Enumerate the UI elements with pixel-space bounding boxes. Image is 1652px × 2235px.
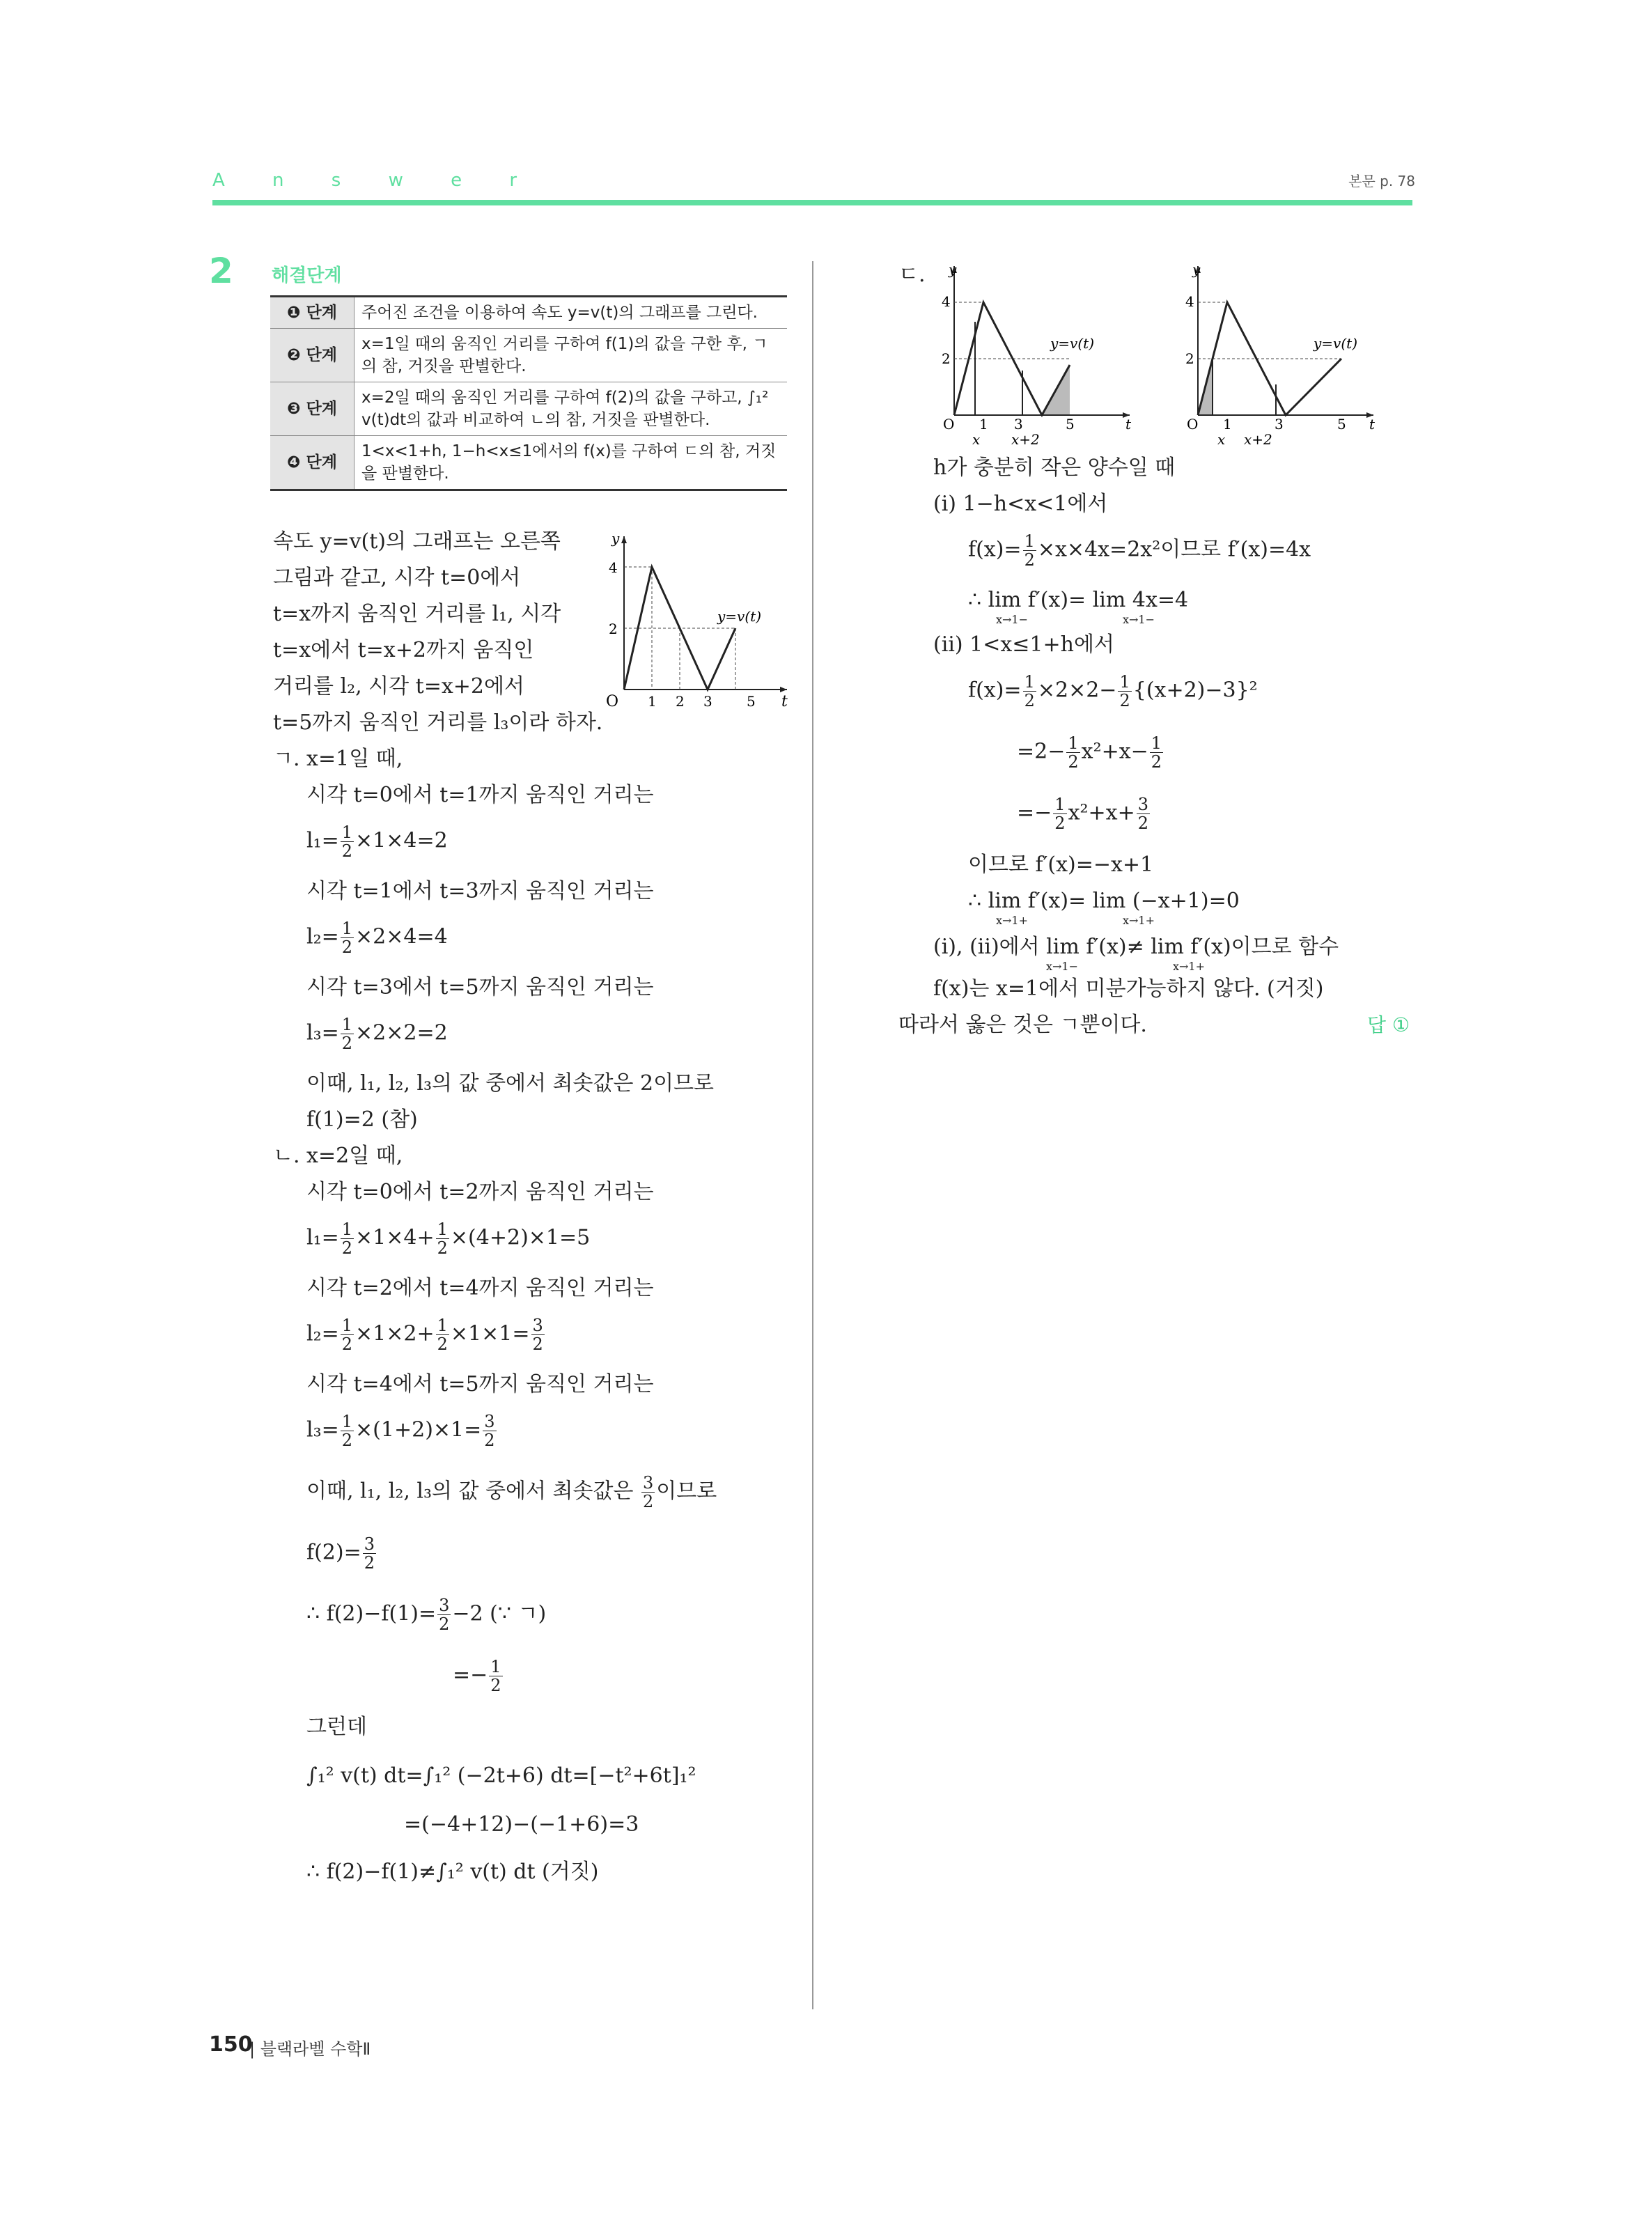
fraction: $\frac{1}{2}$ (1024, 672, 1035, 710)
fraction: $\frac{3}{2}$ (439, 1596, 450, 1634)
fraction: $\frac{1}{2}$ (341, 823, 353, 861)
case-b-text: 시각 t=2에서 t=4까지 움직인 거리는 (306, 1276, 654, 1300)
section-header: A n s w e r (212, 170, 538, 191)
case-c-i-eq: f(x)= $\frac{1}{2}$ ×x×4x=2x²이므로 f′(x)=4x (968, 531, 1311, 570)
svg-text:2: 2 (1185, 350, 1194, 367)
fraction: $\frac{3}{2}$ (643, 1473, 654, 1511)
x-tick: 3 (703, 693, 712, 710)
svg-text:4: 4 (1185, 293, 1194, 310)
answer-badge: 답 ① (1367, 1013, 1410, 1036)
case-a-text: 시각 t=1에서 t=3까지 움직인 거리는 (306, 879, 654, 903)
case-c-ii-limit: ∴ lim f′(x)= lim (−x+1)=0 (968, 889, 1240, 913)
final-statement: 따라서 옳은 것은 ㄱ뿐이다. (898, 1013, 1147, 1037)
case-c-condition: h가 충분히 작은 양수일 때 (933, 455, 1176, 480)
limit-subscript: x→1+ (1173, 960, 1206, 973)
case-b-integral-value: =(−4+12)−(−1+6)=3 (404, 1812, 639, 1837)
case-b-heading: ㄴ. x=2일 때, (273, 1144, 403, 1168)
fraction: $\frac{1}{2}$ (341, 1316, 353, 1354)
fraction: $\frac{3}{2}$ (532, 1316, 543, 1354)
fraction: $\frac{1}{2}$ (1024, 531, 1035, 570)
svg-text:5: 5 (1337, 416, 1346, 433)
graph-case-lower (933, 259, 1135, 447)
page-number: 150 (209, 2032, 253, 2057)
x-axis-label: t (781, 693, 788, 710)
case-c-conclusion: (ⅰ), (ⅱ)에서 lim f′(x)≠ lim f′(x)이므로 함수 (933, 935, 1339, 959)
steps-table (270, 295, 787, 491)
case-b-eq: l₂= $\frac{1}{2}$ ×1×2+ $\frac{1}{2}$ ×1×1= $\frac{3}{2}$ (306, 1316, 543, 1354)
curve-label: y=v(t) (717, 608, 761, 625)
case-b-text: 시각 t=4에서 t=5까지 움직인 거리는 (306, 1372, 654, 1396)
svg-text:y: y (949, 261, 957, 278)
case-c-ii-step2: =− $\frac{1}{2}$ x²+x+ $\frac{3}{2}$ (1017, 795, 1148, 833)
book-title: | 블랙라벨 수학Ⅱ (249, 2039, 371, 2059)
problem-number: 2 (209, 251, 233, 291)
fraction: $\frac{3}{2}$ (1137, 795, 1148, 833)
case-a-eq: l₁= $\frac{1}{2}$ ×1×4=2 (306, 823, 448, 861)
y-axis-label: y (611, 530, 620, 547)
step-text: x=2일 때의 움직인 거리를 구하여 f(2)의 값을 구하고, ∫₁² v(t)dt의 값과 비교하여 ㄴ의 참, 거짓을 판별한다. (354, 382, 788, 436)
limit-subscript: x→1− (996, 613, 1029, 626)
svg-text:y: y (1192, 261, 1201, 278)
fraction: $\frac{1}{2}$ (1054, 795, 1066, 833)
svg-text:x: x (972, 431, 981, 447)
case-b-eq: l₃= $\frac{1}{2}$ ×(1+2)×1= $\frac{3}{2}$ (306, 1412, 495, 1450)
step-text: 주어진 조건을 이용하여 속도 y=v(t)의 그래프를 그린다. (354, 297, 788, 329)
svg-text:y=v(t): y=v(t) (1314, 335, 1357, 352)
svg-text:4: 4 (942, 293, 951, 310)
graph-case-upper (1177, 259, 1379, 447)
case-a-heading: ㄱ. x=1일 때, (273, 747, 403, 771)
fraction: $\frac{1}{2}$ (1151, 733, 1162, 772)
svg-text:x+2: x+2 (1011, 431, 1040, 447)
fraction: $\frac{1}{2}$ (437, 1316, 448, 1354)
svg-text:x: x (1217, 431, 1226, 447)
case-b-integral: ∫₁² v(t) dt=∫₁² (−2t+6) dt=[−t²+6t]₁² (306, 1763, 696, 1788)
case-c-heading: ㄷ. (898, 263, 926, 287)
case-c-conclusion: f(x)는 x=1에서 미분가능하지 않다. (거짓) (933, 976, 1324, 1001)
case-a-result: f(1)=2 (참) (306, 1107, 418, 1132)
page-reference: 본문 p. 78 (1348, 173, 1415, 189)
case-c-ii-heading: (ⅱ) 1<x≤1+h에서 (933, 632, 1114, 657)
limit-subscript: x→1+ (1123, 914, 1155, 927)
fraction: $\frac{1}{2}$ (1068, 733, 1079, 772)
x-tick: 2 (676, 693, 685, 710)
svg-text:2: 2 (942, 350, 951, 367)
svg-text:x+2: x+2 (1244, 431, 1272, 447)
step-label: ❸ 단계 (270, 382, 354, 436)
case-b-text: 시각 t=0에서 t=2까지 움직인 거리는 (306, 1180, 654, 1204)
velocity-graph (599, 529, 794, 710)
case-a-eq: l₃= $\frac{1}{2}$ ×2×2=2 (306, 1015, 448, 1053)
case-a-eq: l₂= $\frac{1}{2}$ ×2×4=4 (306, 919, 448, 957)
y-tick: 2 (609, 621, 618, 637)
svg-text:O: O (943, 416, 955, 433)
case-b-conclusion: ∴ f(2)−f(1)≠∫₁² v(t) dt (거짓) (306, 1860, 599, 1884)
fraction: $\frac{1}{2}$ (341, 1412, 353, 1450)
fraction: $\frac{1}{2}$ (341, 1220, 353, 1258)
svg-text:y=v(t): y=v(t) (1050, 335, 1094, 352)
y-tick: 4 (609, 559, 618, 576)
svg-text:t: t (1369, 416, 1376, 433)
step-row (270, 382, 787, 436)
svg-text:3: 3 (1014, 416, 1023, 433)
step-row (270, 436, 787, 490)
case-c-ii-eq: f(x)= $\frac{1}{2}$ ×2×2− $\frac{1}{2}$ {(x+2)−3}² (968, 672, 1258, 710)
column-divider (812, 261, 813, 2009)
fraction: $\frac{1}{2}$ (341, 1015, 353, 1053)
case-b-but: 그런데 (306, 1715, 367, 1739)
case-a-text: 시각 t=0에서 t=1까지 움직인 거리는 (306, 783, 654, 807)
svg-text:5: 5 (1066, 416, 1075, 433)
case-b-diff2: =− $\frac{1}{2}$ (453, 1657, 501, 1695)
step-label: ❷ 단계 (270, 329, 354, 382)
origin-label: O (606, 693, 619, 710)
svg-text:t: t (1125, 416, 1132, 433)
solution-label: 해결단계 (272, 265, 342, 286)
svg-text:1: 1 (1223, 416, 1232, 433)
x-tick: 1 (648, 693, 657, 710)
intro-line: t=5까지 움직인 거리를 l₃이라 하자. (273, 710, 603, 735)
step-label: ❹ 단계 (270, 436, 354, 490)
step-row (270, 297, 787, 329)
case-a-text: 시각 t=3에서 t=5까지 움직인 거리는 (306, 975, 654, 999)
case-a-text: 이때, l₁, l₂, l₃의 값 중에서 최솟값은 2이므로 (306, 1071, 715, 1096)
case-b-f2: f(2)= $\frac{3}{2}$ (306, 1534, 375, 1573)
fraction: $\frac{1}{2}$ (1119, 672, 1130, 710)
intro-line: 속도 y=v(t)의 그래프는 오른쪽 (273, 529, 561, 554)
svg-text:1: 1 (979, 416, 988, 433)
case-c-i-heading: (ⅰ) 1−h<x<1에서 (933, 492, 1108, 516)
step-row (270, 329, 787, 382)
step-text: 1<x<1+h, 1−h<x≤1에서의 f(x)를 구하여 ㄷ의 참, 거짓을 판별한다. (354, 436, 788, 490)
intro-line: t=x까지 움직인 거리를 l₁, 시각 (273, 602, 561, 626)
fraction: $\frac{3}{2}$ (364, 1534, 375, 1573)
step-label: ❶ 단계 (270, 297, 354, 329)
case-b-diff: ∴ f(2)−f(1)= $\frac{3}{2}$ −2 (∵ ㄱ) (306, 1596, 547, 1634)
fraction: $\frac{1}{2}$ (490, 1657, 501, 1695)
case-c-ii-step1: =2− $\frac{1}{2}$ x²+x− $\frac{1}{2}$ (1017, 733, 1162, 772)
svg-text:3: 3 (1275, 416, 1284, 433)
case-b-min: 이때, l₁, l₂, l₃의 값 중에서 최솟값은 $\frac{3}{2}$ 이므로 (306, 1473, 717, 1511)
limit-subscript: x→1− (1123, 613, 1155, 626)
header-rule (212, 200, 1412, 205)
case-c-ii-derivative: 이므로 f′(x)=−x+1 (968, 852, 1154, 877)
fraction: $\frac{1}{2}$ (341, 919, 353, 957)
fraction: $\frac{3}{2}$ (484, 1412, 495, 1450)
svg-text:O: O (1187, 416, 1199, 433)
fraction: $\frac{1}{2}$ (437, 1220, 448, 1258)
limit-subscript: x→1+ (996, 914, 1029, 927)
case-c-i-limit: ∴ lim f′(x)= lim 4x=4 (968, 588, 1189, 612)
limit-subscript: x→1− (1046, 960, 1079, 973)
x-tick: 5 (747, 693, 756, 710)
intro-line: t=x에서 t=x+2까지 움직인 (273, 638, 534, 662)
intro-line: 그림과 같고, 시각 t=0에서 (273, 566, 521, 590)
step-text: x=1일 때의 움직인 거리를 구하여 f(1)의 값을 구한 후, ㄱ의 참, 거짓을 판별한다. (354, 329, 788, 382)
intro-line: 거리를 l₂, 시각 t=x+2에서 (273, 674, 524, 699)
case-b-eq: l₁= $\frac{1}{2}$ ×1×4+ $\frac{1}{2}$ ×(4+2)×1=5 (306, 1220, 591, 1258)
